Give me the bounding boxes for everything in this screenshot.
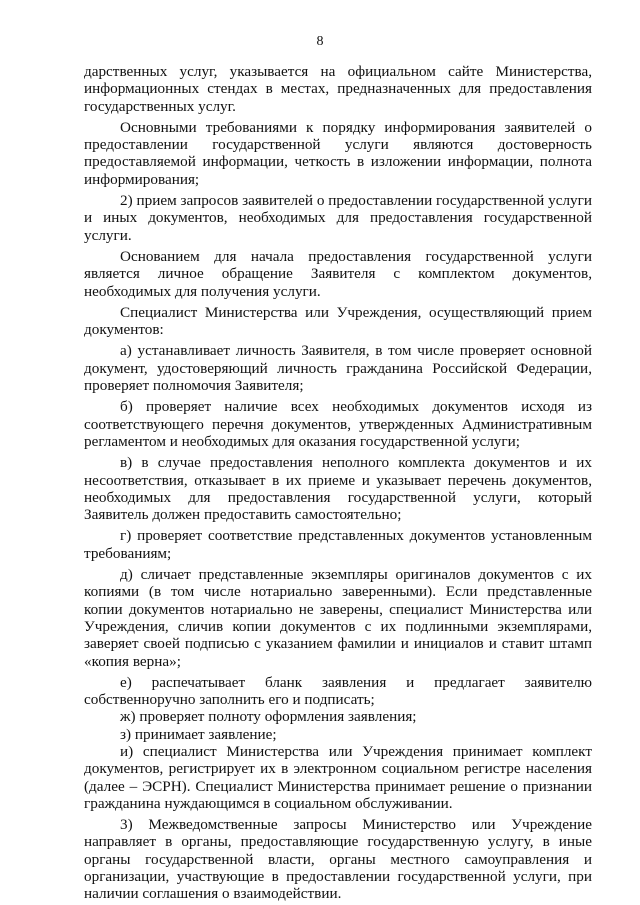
paragraph-item-2: 2) прием запросов заявителей о предоставлении государственной услуги и иных документов, необходимых для предоставления государственной услуги. [84, 192, 592, 244]
paragraph-item-zh: ж) проверяет полноту оформления заявления; [120, 708, 417, 726]
paragraph-item-i: и) специалист Министерства или Учреждения принимает комплект документов, регистрирует их в электронном социальном регистре населения (далее – ЭСРН). Специалист Министерства принимает решение о признании гражданина нуждающимся в социальном обслуживании. [84, 742, 592, 812]
paragraph-item-a: а) устанавливает личность Заявителя, в том числе проверяет основной документ, удостоверяющий личность гражданина Российской Федерации, проверяет полномочия Заявителя; [84, 342, 592, 395]
paragraph-item-b: б) проверяет наличие всех необходимых документов исходя из соответствующего перечня документов, утвержденных Административным регламентом и необходимых для оказания государственной услуги; [84, 398, 592, 450]
page-number: 8 [316, 34, 324, 49]
paragraph-specialist: Специалист Министерства или Учреждения, осуществляющий прием документов: [84, 303, 592, 339]
paragraph-item-z: з) принимает заявление; [120, 725, 277, 743]
document-body [84, 63, 592, 903]
paragraph-informing-requirements: Основными требованиями к порядку информирования заявителей о предоставлении государственной услуги являются достоверность предоставляемой информации, четкость в изложении информации, полнота информирования; [84, 118, 592, 188]
paragraph-item-g: г) проверяет соответствие представленных документов установленным требованиям; [84, 527, 592, 562]
paragraph-item-v: в) в случае предоставления неполного комплекта документов и их несоответствия, отказывает в их приеме и указывает перечень документов, необходимых для предоставления государственной услуги, который Заявитель должен предоставить самостоятельно; [84, 454, 592, 524]
paragraph-continuation: дарственных услуг, указывается на официальном сайте Министерства, информационных стендах в местах, предназначенных для предоставления государственных услуг. [84, 63, 592, 115]
paragraph-item-e: е) распечатывает бланк заявления и предлагает заявителю собственноручно заполнить его и подписать; [84, 673, 592, 709]
paragraph-item-3: 3) Межведомственные запросы Министерство или Учреждение направляет в органы, предоставляющие государственную услугу, в иные органы государственной власти, органы местного самоуправления и организации, участвующие в предоставлении государственной услуги, при наличии соглашения о взаимодействии. [84, 816, 592, 903]
paragraph-item-d: д) сличает представленные экземпляры оригиналов документов с их копиями (в том числе нотариально заверенными). Если представленные копии документов нотариально не заверены, специалист Министерства или Учреждения, сличив копии документов с их подлинными экземплярами, заверяет своей подписью с указанием фамилии и инициалов и ставит штамп «копия верна»; [84, 566, 592, 670]
paragraph-basis: Основанием для начала предоставления государственной услуги является личное обращение Заявителя с комплектом документов, необходимых для получения услуги. [84, 247, 592, 300]
